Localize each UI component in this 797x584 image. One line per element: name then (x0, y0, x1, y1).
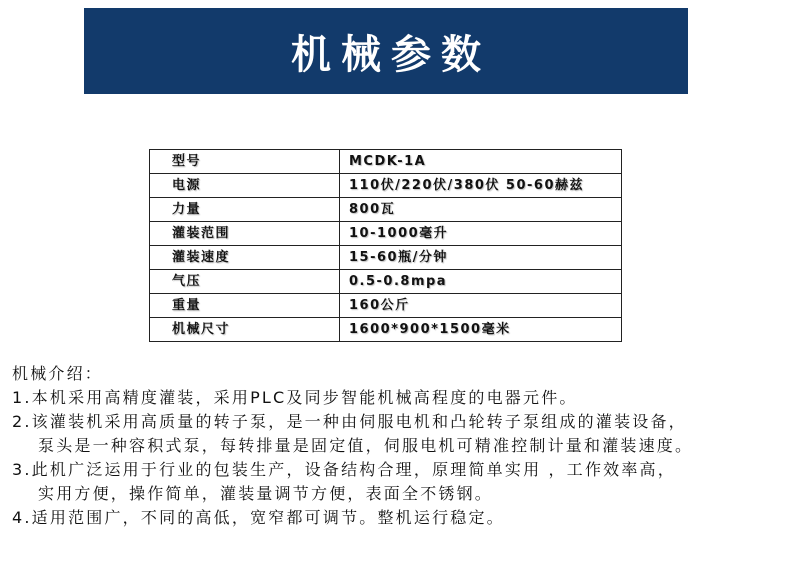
table-row (150, 150, 622, 174)
machine-introduction (12, 362, 792, 530)
table-row (150, 246, 622, 270)
spec-label: 灌装范围 (150, 222, 340, 246)
table-row (150, 294, 622, 318)
table-row (150, 198, 622, 222)
table-row (150, 222, 622, 246)
spec-value: 15-60瓶/分钟 (340, 246, 622, 270)
spec-label: 力量 (150, 198, 340, 222)
spec-label: 型号 (150, 150, 340, 174)
spec-value: 10-1000毫升 (340, 222, 622, 246)
spec-value: MCDK-1A (340, 150, 622, 174)
table-row (150, 174, 622, 198)
spec-value: 110伏/220伏/380伏 50-60赫兹 (340, 174, 622, 198)
intro-line: 3.此机广泛运用于行业的包装生产，设备结构合理，原理简单实用 ，工作效率高， (12, 460, 676, 479)
spec-value: 0.5-0.8mpa (340, 270, 622, 294)
intro-heading: 机械介绍： (12, 364, 104, 383)
intro-line: 实用方便，操作简单，灌装量调节方便，表面全不锈钢。 (38, 484, 494, 503)
spec-label: 机械尺寸 (150, 318, 340, 342)
intro-line: 1.本机采用高精度灌装，采用PLC及同步智能机械高程度的电器元件。 (12, 388, 578, 407)
intro-line: 泵头是一种容积式泵，每转排量是固定值，伺服电机可精准控制计量和灌装速度。 (38, 436, 694, 455)
spec-value: 160公斤 (340, 294, 622, 318)
spec-value: 800瓦 (340, 198, 622, 222)
spec-label: 重量 (150, 294, 340, 318)
spec-label: 灌装速度 (150, 246, 340, 270)
spec-value: 1600*900*1500毫米 (340, 318, 622, 342)
table-row (150, 318, 622, 342)
intro-line: 4.适用范围广，不同的高低，宽窄都可调节。整机运行稳定。 (12, 508, 505, 527)
spec-table (149, 149, 622, 342)
spec-label: 电源 (150, 174, 340, 198)
title-banner (84, 8, 688, 94)
intro-line: 2.该灌装机采用高质量的转子泵，是一种由伺服电机和凸轮转子泵组成的灌装设备， (12, 412, 687, 431)
page-title: 机械参数 (291, 31, 491, 78)
spec-label: 气压 (150, 270, 340, 294)
table-row (150, 270, 622, 294)
